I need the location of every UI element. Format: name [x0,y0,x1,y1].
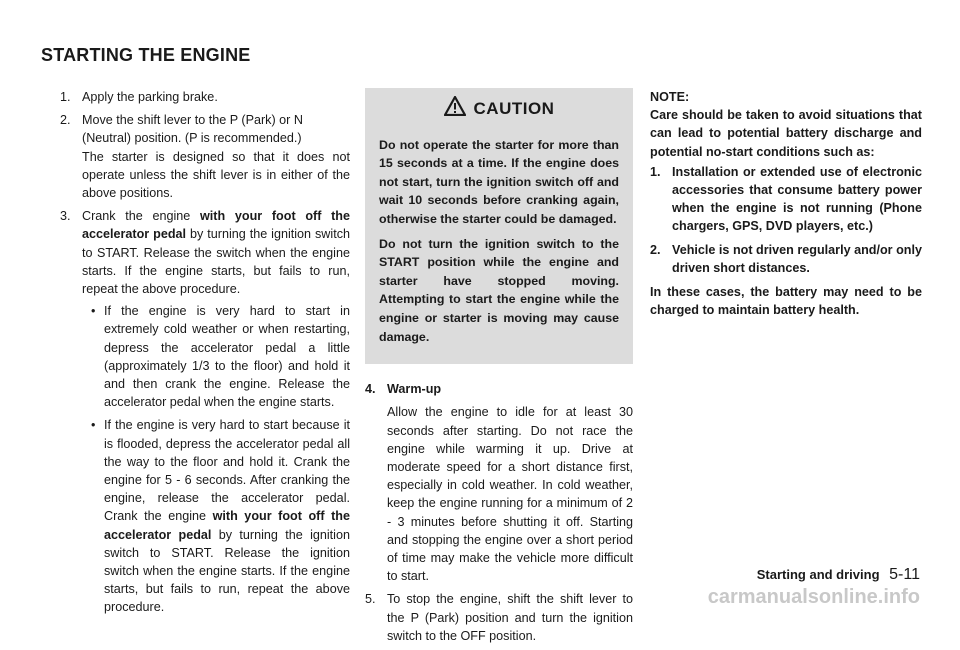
item-text: Vehicle is not driven regularly and/or only driven short distances. [672,242,922,275]
step-4-heading [365,380,633,398]
caution-title: CAUTION [473,98,555,118]
caution-header [379,96,619,122]
step-number: 2. [60,113,71,128]
caution-box [365,88,633,364]
note-item-2 [650,241,922,277]
note-outro: In these cases, the battery may need to be charged to maintain battery health. [650,285,922,318]
caution-paragraph: Do not turn the ignition switch to the START position while the engine and starter have stopped moving. Attempting to start the engine while the engine or starter is moving may cause damage. [379,236,619,344]
step-number: 1. [60,90,71,104]
step-text: Apply the parking brake. [82,90,218,104]
step-text: Crank the engine with your foot off the accelerator pedal by turning the ignition switch to START. Release the switch when the engine starts. If the engine starts, but fails to run, repeat the above procedure. [82,209,350,297]
step-note: The starter is designed so that it does not operate unless the shift lever is in either of the above positions. [82,149,350,201]
step-number: 5. [365,592,376,607]
step-3 [60,207,350,616]
step-number: 4. [365,382,376,397]
page-number: 5-11 [889,566,920,583]
caution-paragraph: Do not operate the starter for more than 15 seconds at a time. If the engine does not start, turn the ignition switch off and wait 10 seconds before cranking again, otherwise the starter could be damaged. [379,137,619,226]
watermark: carmanualsonline.info [707,586,920,608]
bullet-item: • If the engine is very hard to start because it is flooded, depress the accelerator pedal all the way to the floor and hold it. Crank the engine for 5 - 6 seconds. After cranking the engine, release the accelerator pedal. Crank the engine with your foot off the accelerator pedal by turning the ignition switch to START. Release the ignition switch when the engine starts. If the engine starts, but fails to run, repeat the above procedure. [91,418,350,615]
item-number: 1. [650,164,661,179]
column-middle [365,88,633,650]
item-text: Installation or extended use of electronic accessories that consume battery power when the engine is not running (Phone chargers, GPS, DVD players, etc.) [672,164,922,234]
warning-triangle-icon [444,96,466,122]
item-number: 2. [650,242,661,257]
step-1 [60,88,350,106]
bullet-item: • If the engine is very hard to start in extremely cold weather or when restarting, depress the accelerator pedal a little (approximately 1/3 to the floor) and hold it and then crank the engine. Release the accelerator pedal when the engine starts. [91,304,350,410]
section-name: Starting and driving [756,567,880,582]
page-title: STARTING THE ENGINE [41,45,251,65]
step-title: Warm-up [387,382,442,397]
page-footer [757,566,920,584]
column-right [650,88,922,319]
step-text: Allow the engine to idle for at least 30 seconds after starting. Do not race the engine while warming it up. Drive at moderate speed for a short distance first, especially in cold weather. In cold weather, keep the engine running for a minimum of 2 - 3 minutes before shutting it off. Starting and stopping the engine over a short period of time may make the vehicle more difficult to start. [387,405,633,584]
emphasis-text: with your foot off the accelerator pedal [82,209,350,242]
step-5 [365,590,633,645]
note-item-1 [650,163,922,236]
step-text: Move the shift lever to the P (Park) or N (Neutral) position. (P is recommended.) [82,113,303,146]
note-title: NOTE: [650,90,690,104]
step-number: 3. [60,209,71,224]
emphasis-text: with your foot off the accelerator pedal [104,509,350,542]
step-text: To stop the engine, shift the shift lever to the P (Park) position and turn the ignition switch to the OFF position. [387,592,633,643]
note-intro: Care should be taken to avoid situations that can lead to potential battery discharge and potential no-start conditions such as: [650,108,922,159]
step-2 [60,111,350,202]
column-left [60,88,350,622]
